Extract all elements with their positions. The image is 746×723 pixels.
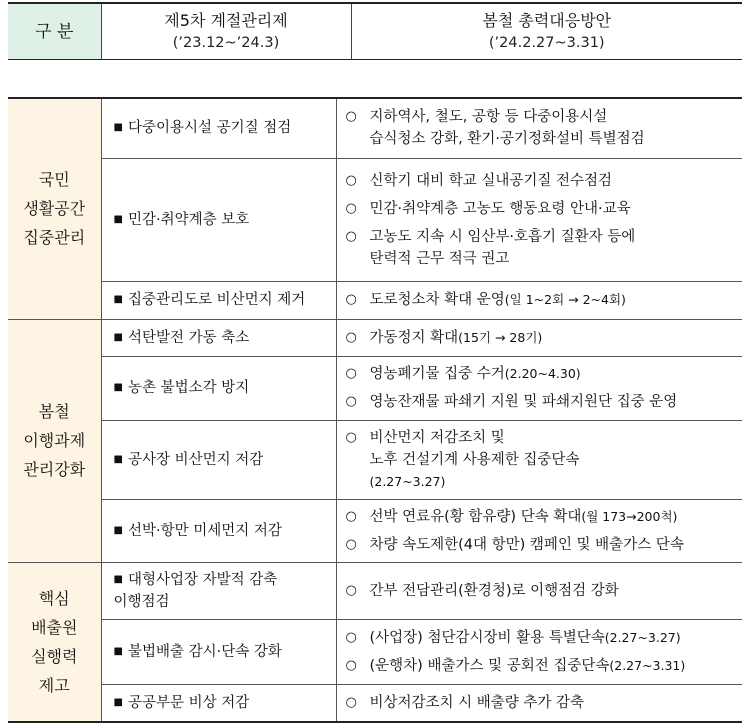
- item-label: ■ 집중관리도로 비산먼지 제거: [101, 281, 336, 319]
- detail-line: ○ 민감·취약계층 고농도 행동요령 안내·교육: [346, 198, 743, 220]
- circle-bullet-icon: ○: [345, 292, 357, 307]
- item-details: [336, 684, 742, 722]
- square-bullet-icon: ■: [113, 122, 123, 134]
- detail-line: ○ 비상저감조치 시 배출량 추가 감축: [346, 692, 743, 714]
- circle-bullet-icon: ○: [345, 582, 357, 598]
- header-season-management: [101, 3, 351, 60]
- item-label: ■ 농촌 불법소각 방지: [101, 356, 336, 420]
- detail-line: ○ (운행차) 배출가스 및 공회전 집중단속 (2.27~3.31): [346, 655, 743, 677]
- header-spring-title: 봄철 총력대응방안: [482, 10, 612, 30]
- category-cell: 핵심 배출원 실행력 제고: [8, 562, 101, 722]
- circle-bullet-icon: ○: [345, 172, 357, 188]
- detail-line: ○ 영농폐기물 집중 수거 (2.20~4.30): [346, 363, 743, 385]
- circle-bullet-icon: ○: [345, 109, 357, 125]
- item-label: ■ 불법배출 감시·단속 강화: [101, 619, 336, 684]
- square-bullet-icon: ■: [113, 294, 123, 305]
- main-table: [8, 97, 742, 723]
- detail-line: ○ (사업장) 첨단감시장비 활용 특별단속 (2.27~3.27): [346, 627, 743, 649]
- detail-line: ○ 간부 전담관리(환경청)로 이행점검 강화: [346, 580, 743, 602]
- circle-bullet-icon: ○: [345, 394, 357, 409]
- item-details: [336, 619, 742, 684]
- category-cell: 봄철 이행과제 관리강화: [8, 319, 101, 562]
- circle-bullet-icon: ○: [345, 694, 357, 710]
- circle-bullet-icon: ○: [345, 629, 357, 645]
- detail-line: ○ 도로청소차 확대 운영 (일 1~2회 → 2~4회): [346, 289, 743, 311]
- detail-line: ○ 영농잔재물 파쇄기 지원 및 파쇄지원단 집중 운영: [346, 391, 743, 413]
- item-details: [336, 281, 742, 319]
- circle-bullet-icon: ○: [345, 536, 357, 552]
- detail-line: ○ 신학기 대비 학교 실내공기질 전수점검: [346, 170, 743, 192]
- item-label: ■ 석탄발전 가동 축소: [101, 319, 336, 356]
- square-bullet-icon: ■: [113, 382, 123, 393]
- item-details: [336, 98, 742, 158]
- item-label: ■ 다중이용시설 공기질 점검: [101, 98, 336, 158]
- item-details: [336, 356, 742, 420]
- item-details: [336, 499, 742, 562]
- item-details: [336, 319, 742, 356]
- item-label: ■ 공공부문 비상 저감: [101, 684, 336, 722]
- item-details: [336, 562, 742, 619]
- square-bullet-icon: ■: [113, 696, 123, 708]
- header-category: 구 분: [8, 3, 101, 60]
- circle-bullet-icon: ○: [345, 200, 357, 216]
- header-table: [8, 2, 742, 60]
- category-cell: 국민 생활공간 집중관리: [8, 98, 101, 319]
- square-bullet-icon: ■: [113, 453, 123, 465]
- item-label: ■ 공사장 비산먼지 저감: [101, 420, 336, 499]
- circle-bullet-icon: ○: [345, 228, 357, 244]
- header-season-title: 제5차 계절관리제: [164, 10, 288, 30]
- detail-line: ○ 고농도 지속 시 임산부·호흡기 질환자 등에 탄력적 근무 적극 권고: [346, 226, 743, 270]
- item-label: ■ 선박·항만 미세먼지 저감: [101, 499, 336, 562]
- detail-line: ○ 비산먼지 저감조치 및 노후 건설기계 사용제한 집중단속 (2.27~3.27): [346, 427, 743, 493]
- square-bullet-icon: ■: [113, 331, 123, 343]
- detail-line: ○ 지하역사, 철도, 공항 등 다중이용시설 습식청소 강화, 환기·공기정화설비 특별점검: [346, 106, 743, 150]
- circle-bullet-icon: ○: [345, 366, 357, 381]
- circle-bullet-icon: ○: [345, 508, 357, 524]
- item-details: [336, 420, 742, 499]
- square-bullet-icon: ■: [113, 213, 123, 225]
- header-spring-response: [351, 3, 742, 60]
- detail-line: ○ 차량 속도제한(4대 항만) 캠페인 및 배출가스 단속: [346, 534, 743, 556]
- circle-bullet-icon: ○: [345, 429, 357, 445]
- detail-line: ○ 선박 연료유(황 함유량) 단속 확대 (월 173→200척): [346, 506, 743, 528]
- item-label: ■ 민감·취약계층 보호: [101, 158, 336, 281]
- square-bullet-icon: ■: [113, 645, 123, 657]
- square-bullet-icon: ■: [113, 573, 123, 585]
- header-season-period: (’23.12~’24.3): [172, 34, 280, 51]
- circle-bullet-icon: ○: [345, 329, 357, 345]
- item-label: ■ 대형사업장 자발적 감축 이행점검: [101, 562, 336, 619]
- header-spring-period: (’24.2.27~3.31): [488, 34, 605, 51]
- circle-bullet-icon: ○: [345, 657, 357, 673]
- square-bullet-icon: ■: [113, 524, 123, 536]
- item-details: [336, 158, 742, 281]
- detail-line: ○ 가동정지 확대 (15기 → 28기): [346, 327, 743, 349]
